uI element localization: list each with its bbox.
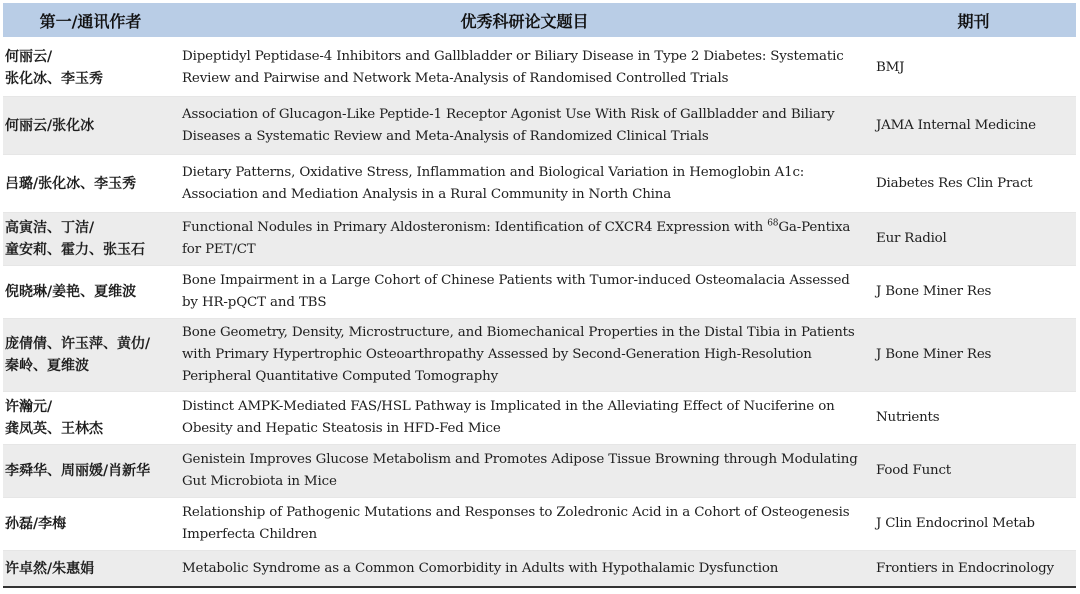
table-row bbox=[3, 498, 1076, 551]
header-title: 优秀科研论文题目 bbox=[178, 3, 871, 38]
journal-cell: Nutrients bbox=[871, 392, 1076, 445]
header-journal: 期刊 bbox=[871, 3, 1076, 38]
title-text-after: Ga-Pentixa for PET/CT bbox=[182, 220, 851, 257]
author-cell: 许瀚元/ 龚凤英、王林杰 bbox=[3, 392, 178, 445]
journal-cell: J Clin Endocrinol Metab bbox=[871, 498, 1076, 551]
journal-cell: Diabetes Res Clin Pract bbox=[871, 155, 1076, 213]
title-cell: Metabolic Syndrome as a Common Comorbidity in Adults with Hypothalamic Dysfunction bbox=[178, 551, 871, 588]
journal-cell: J Bone Miner Res bbox=[871, 319, 1076, 392]
table-row bbox=[3, 392, 1076, 445]
isotope-superscript: 68 bbox=[767, 218, 779, 229]
author-cell: 高寅洁、丁洁/ 童安莉、霍力、张玉石 bbox=[3, 213, 178, 266]
author-cell: 吕璐/张化冰、李玉秀 bbox=[3, 155, 178, 213]
table-row bbox=[3, 97, 1076, 155]
papers-table bbox=[3, 3, 1076, 588]
journal-cell: Food Funct bbox=[871, 445, 1076, 498]
header-row bbox=[3, 3, 1076, 38]
table-body bbox=[3, 38, 1076, 587]
author-cell: 倪晓琳/姜艳、夏维波 bbox=[3, 266, 178, 319]
title-cell: Association of Glucagon-Like Peptide-1 Receptor Agonist Use With Risk of Gallbladder and Biliary Diseases a Systematic Review and Meta-Analysis of Randomized Clinical Trials bbox=[178, 97, 871, 155]
author-cell: 庞倩倩、许玉萍、黄仂/ 秦岭、夏维波 bbox=[3, 319, 178, 392]
table-header bbox=[3, 3, 1076, 38]
title-cell: Dietary Patterns, Oxidative Stress, Inflammation and Biological Variation in Hemoglobin A1c: Association and Mediation Analysis in a Rural Community in North China bbox=[178, 155, 871, 213]
table-row bbox=[3, 319, 1076, 392]
journal-cell: J Bone Miner Res bbox=[871, 266, 1076, 319]
table-row bbox=[3, 38, 1076, 97]
table-row bbox=[3, 266, 1076, 319]
author-cell: 许卓然/朱惠娟 bbox=[3, 551, 178, 588]
author-cell: 李舜华、周丽媛/肖新华 bbox=[3, 445, 178, 498]
table-row bbox=[3, 551, 1076, 588]
title-cell: Genistein Improves Glucose Metabolism and Promotes Adipose Tissue Browning through Modulating Gut Microbiota in Mice bbox=[178, 445, 871, 498]
title-cell bbox=[178, 213, 871, 266]
journal-cell: Eur Radiol bbox=[871, 213, 1076, 266]
title-cell: Distinct AMPK-Mediated FAS/HSL Pathway is Implicated in the Alleviating Effect of Nuciferine on Obesity and Hepatic Steatosis in HFD-Fed Mice bbox=[178, 392, 871, 445]
header-author: 第一/通讯作者 bbox=[3, 3, 178, 38]
title-cell: Dipeptidyl Peptidase-4 Inhibitors and Gallbladder or Biliary Disease in Type 2 Diabetes: Systematic Review and Pairwise and Network Meta-Analysis of Randomised Controlled Trials bbox=[178, 38, 871, 97]
title-cell: Bone Geometry, Density, Microstructure, and Biomechanical Properties in the Distal Tibia in Patients with Primary Hypertrophic Osteoarthropathy Assessed by Second-Generation High-Resolution Peripheral Quantitative Computed Tomography bbox=[178, 319, 871, 392]
journal-cell: BMJ bbox=[871, 38, 1076, 97]
author-cell: 何丽云/张化冰 bbox=[3, 97, 178, 155]
title-cell: Bone Impairment in a Large Cohort of Chinese Patients with Tumor-induced Osteomalacia Assessed by HR-pQCT and TBS bbox=[178, 266, 871, 319]
table-row bbox=[3, 155, 1076, 213]
title-cell: Relationship of Pathogenic Mutations and Responses to Zoledronic Acid in a Cohort of Osteogenesis Imperfecta Children bbox=[178, 498, 871, 551]
author-cell: 孙磊/李梅 bbox=[3, 498, 178, 551]
journal-cell: JAMA Internal Medicine bbox=[871, 97, 1076, 155]
title-text-before: Functional Nodules in Primary Aldosteronism: Identification of CXCR4 Expression with bbox=[182, 220, 768, 235]
author-cell: 何丽云/ 张化冰、李玉秀 bbox=[3, 38, 178, 97]
table-row bbox=[3, 213, 1076, 266]
journal-cell: Frontiers in Endocrinology bbox=[871, 551, 1076, 588]
table-row bbox=[3, 445, 1076, 498]
